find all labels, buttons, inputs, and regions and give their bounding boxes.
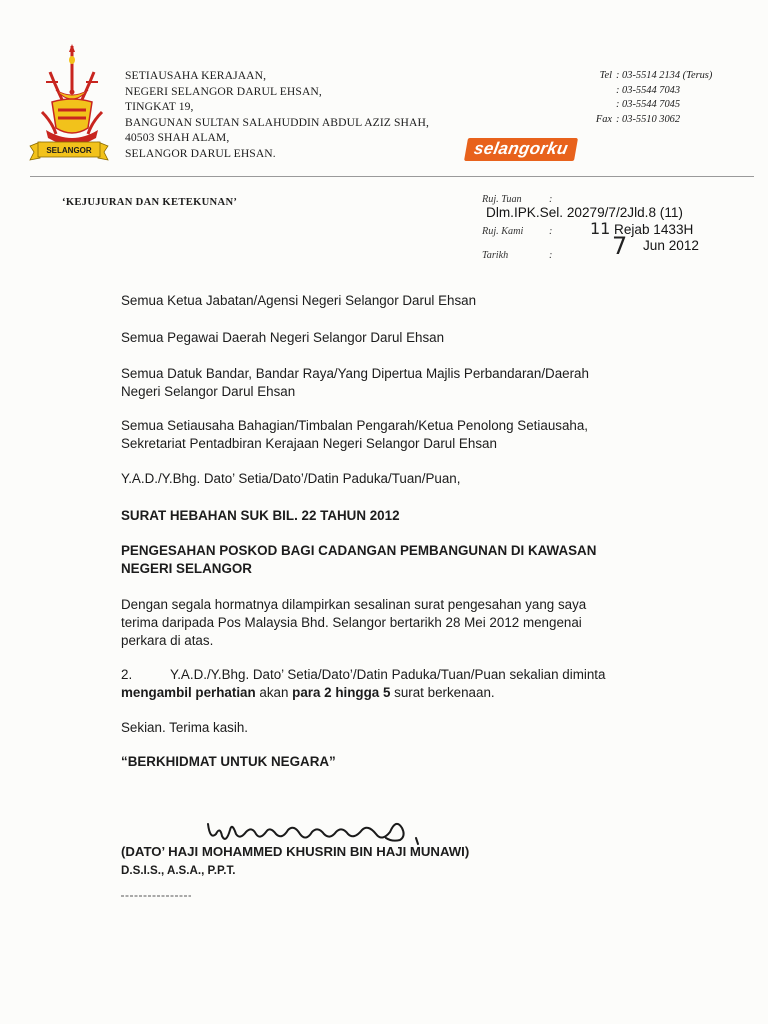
contact-label: Fax [595, 113, 612, 125]
closing: Sekian. Terima kasih. [121, 720, 249, 735]
salutation: Y.A.D./Y.Bhg. Dato’ Setia/Dato’/Datin Paduka/Tuan/Puan, [121, 471, 461, 486]
paragraph-1-line: terima daripada Pos Malaysia Bhd. Selangor bertarikh 28 Mei 2012 mengenai [121, 615, 582, 630]
paragraph-2-line: Y.A.D./Y.Bhg. Dato’ Setia/Dato’/Datin Paduka/Tuan/Puan sekalian diminta [170, 667, 606, 682]
contact-label: Tel [599, 70, 612, 81]
signer-name: (DATO’ HAJI MOHAMMED KHUSRIN BIN HAJI MUNAWI) [121, 844, 470, 859]
tarikh-label: Tarikh [482, 250, 509, 261]
contact-value: : 03-5514 2134 (Terus) [616, 70, 713, 81]
circular-number: SURAT HEBAHAN SUK BIL. 22 TAHUN 2012 [121, 508, 400, 523]
contact-row [582, 113, 712, 128]
address-line: SELANGOR DARUL EHSAN. [125, 146, 276, 160]
recipient-line: Semua Pegawai Daerah Negeri Selangor Darul Ehsan [121, 330, 445, 345]
paragraph-1-line: perkara di atas. [121, 633, 214, 648]
selangor-crest-logo [28, 42, 110, 168]
plain-text: surat berkenaan. [390, 685, 495, 700]
contact-value: : 03-5544 7043 [616, 84, 681, 96]
contact-row [582, 98, 712, 113]
recipient-line: Sekretariat Pentadbiran Kerajaan Negeri Selangor Darul Ehsan [121, 436, 497, 451]
contact-row [582, 84, 712, 99]
contact-row [582, 69, 712, 84]
contact-value: : 03-5544 7045 [616, 99, 681, 110]
ruj-kami-value: Dlm.IPK.Sel. 20279/7/2Jld.8 (11) [486, 205, 683, 220]
letterhead-divider [30, 176, 754, 177]
recipient-line: Semua Setiausaha Bahagian/Timbalan Pengarah/Ketua Penolong Setiausaha, [121, 418, 589, 433]
motto: ‘KEJUJURAN DAN KETEKUNAN’ [62, 197, 238, 208]
signer-titles: D.S.I.S., A.S.A., P.P.T. [121, 864, 236, 877]
contact-label [582, 84, 616, 99]
address-line: NEGERI SELANGOR DARUL EHSAN, [125, 84, 322, 98]
recipient-line: Semua Datuk Bandar, Bandar Raya/Yang Dipertua Majlis Perbandaran/Daerah [121, 366, 589, 381]
paragraph-2-line [121, 684, 495, 702]
address-line: TINGKAT 19, [125, 100, 194, 114]
subject-line: PENGESAHAN POSKOD BAGI CADANGAN PEMBANGUNAN DI KAWASAN [121, 543, 597, 558]
address-line: BANGUNAN SULTAN SALAHUDDIN ABDUL AZIZ SHAH, [125, 115, 429, 129]
emphasis-text: para 2 hingga 5 [292, 685, 391, 700]
address-block [125, 68, 429, 162]
tarikh-day-handwritten: 7 [612, 232, 628, 260]
footnote-mark [121, 894, 191, 898]
emphasis-text: mengambil perhatian [121, 685, 256, 700]
brand-text: selangorku [464, 138, 578, 161]
paragraph-2-number: 2. [121, 667, 133, 682]
address-line: 40503 SHAH ALAM, [125, 131, 230, 145]
address-line: SETIAUSAHA KERAJAAN, [125, 69, 267, 82]
crest-ribbon-text: SELANGOR [46, 146, 92, 155]
selangorku-logo [466, 138, 576, 161]
plain-text: akan [255, 685, 293, 700]
recipient-line: Semua Ketua Jabatan/Agensi Negeri Selangor Darul Ehsan [121, 293, 477, 308]
paragraph-1-line: Dengan segala hormatnya dilampirkan sesalinan surat pengesahan yang saya [121, 597, 587, 612]
ruj-kami-colon: : [549, 226, 553, 237]
ruj-tuan-label: Ruj. Tuan [482, 194, 522, 205]
tarikh-date: Jun 2012 [643, 238, 699, 253]
contact-numbers [582, 69, 712, 127]
rejab-day-handwritten: 11 [590, 219, 611, 238]
subject-line: NEGERI SELANGOR [121, 561, 252, 576]
slogan: “BERKHIDMAT UNTUK NEGARA” [121, 754, 336, 769]
ruj-kami-label: Ruj. Kami [482, 226, 524, 237]
rejab-date: Rejab 1433H [614, 222, 694, 237]
ruj-tuan-colon: : [549, 194, 553, 205]
contact-value: : 03-5510 3062 [616, 113, 681, 125]
contact-label [582, 98, 616, 113]
tarikh-colon: : [549, 250, 553, 261]
recipient-line: Negeri Selangor Darul Ehsan [121, 384, 296, 399]
